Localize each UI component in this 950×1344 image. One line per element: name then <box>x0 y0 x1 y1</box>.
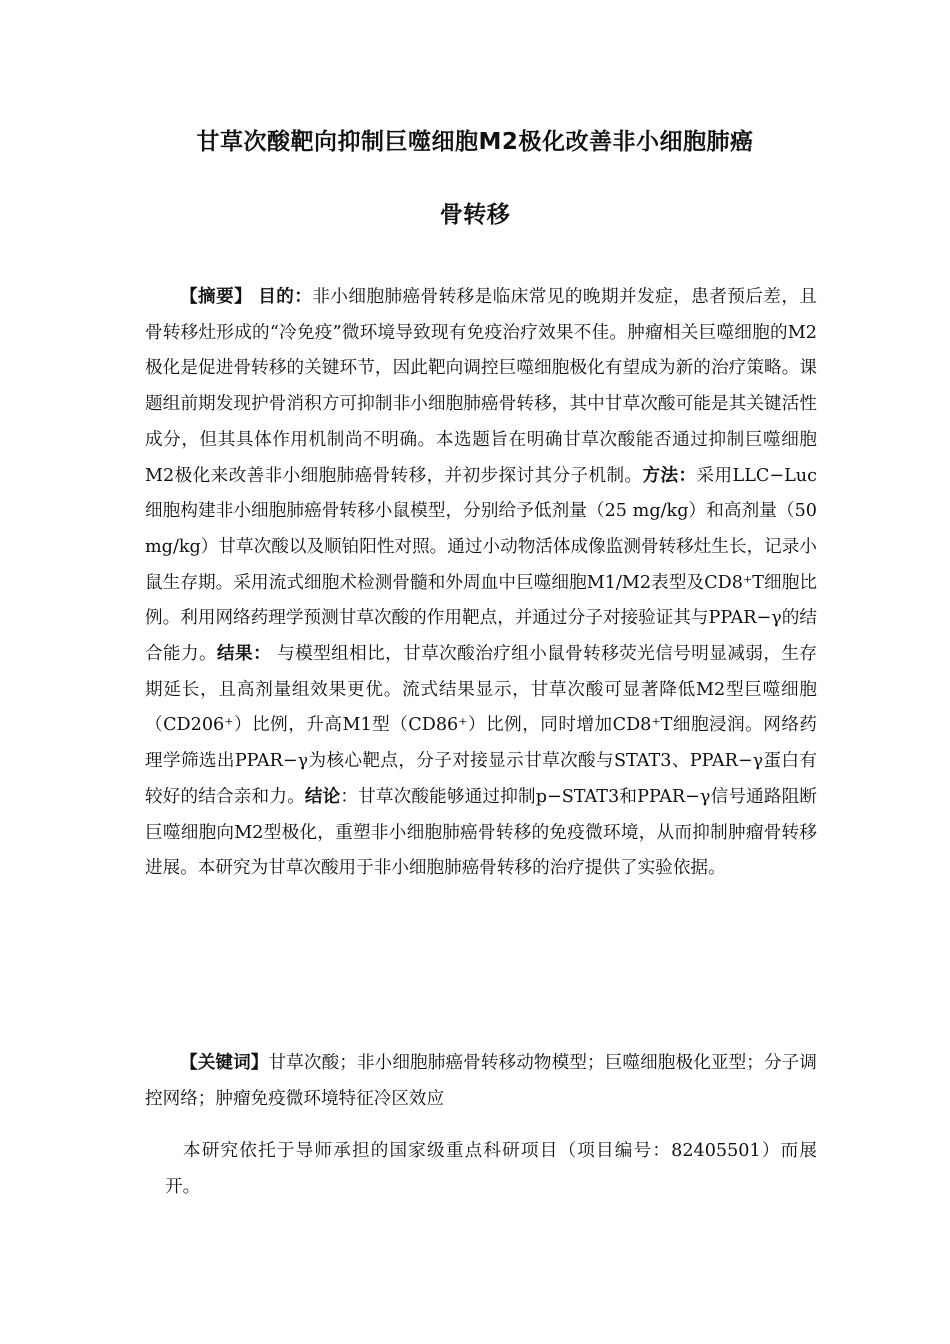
methods-label: 方法： <box>642 465 697 486</box>
objective-text: 非小细胞肺癌骨转移是临床常见的晚期并发症，患者预后差，且骨转移灶形成的“冷免疫”微环境导致现有免疫治疗效果不佳。肿瘤相关巨噬细胞的M2极化是促进骨转移的关键环节，因此靶向调控巨噬细胞极化有望成为新的治疗策略。课题组前期发现护骨消积方可抑制非小细胞肺癌骨转移，其中甘草次酸可能是其关键活性成分，但其具体作用机制尚不明确。本选题旨在明确甘草次酸能否通过抑制巨噬细胞M2极化来改善非小细胞肺癌骨转移，并初步探讨其分子机制。 <box>145 287 817 486</box>
keywords-paragraph <box>145 1045 817 1117</box>
conclusion-label: 结论 <box>304 786 341 807</box>
abstract-label: 【摘要】 <box>180 287 253 307</box>
keywords-label: 【关键词】 <box>180 1053 269 1073</box>
results-label: 结果： <box>217 644 272 665</box>
paper-title-line-1: 甘草次酸靶向抑制巨噬细胞M2极化改善非小细胞肺癌 <box>196 129 754 155</box>
funding-note: 本研究依托于导师承担的国家级重点科研项目（项目编号：82405501）而展开。 <box>165 1141 817 1197</box>
paper-title-line-2: 骨转移 <box>439 202 511 228</box>
results-text: 与模型组相比，甘草次酸治疗组小鼠骨转移荧光信号明显减弱，生存期延长，且高剂量组效果更优。流式结果显示，甘草次酸可显著降低M2型巨噬细胞（CD206⁺）比例，升高M1型（CD86⁺）比例，同时增加CD8⁺T细胞浸润。网络药理学筛选出PPAR−γ为核心靶点，分子对接显示甘草次酸与STAT3、PPAR−γ蛋白有较好的结合亲和力。 <box>145 644 817 807</box>
conclusion-text: ：甘草次酸能够通过抑制p−STAT3和PPAR−γ信号通路阻断巨噬细胞向M2型极化，重塑非小细胞肺癌骨转移的免疫微环境，从而抑制肿瘤骨转移进展。本研究为甘草次酸用于非小细胞肺癌骨转移的治疗提供了实验依据。 <box>145 786 817 879</box>
methods-text: 采用LLC−Luc细胞构建非小细胞肺癌骨转移小鼠模型，分别给予低剂量（25 mg/kg）和高剂量（50 mg/kg）甘草次酸以及顺铂阳性对照。通过小动物活体成像监测骨转移灶生长，记录小鼠生存期。采用流式细胞术检测骨髓和外周血中巨噬细胞M1/M2表型及CD8⁺T细胞比例。利用网络药理学预测甘草次酸的作用靶点，并通过分子对接验证其与PPAR−γ的结合能力。 <box>145 465 817 665</box>
abstract-paragraph <box>145 280 817 887</box>
keywords-text: 甘草次酸；非小细胞肺癌骨转移动物模型；巨噬细胞极化亚型；分子调控网络；肿瘤免疫微环境特征冷区效应 <box>145 1053 817 1109</box>
objective-label: 目的： <box>258 287 313 307</box>
